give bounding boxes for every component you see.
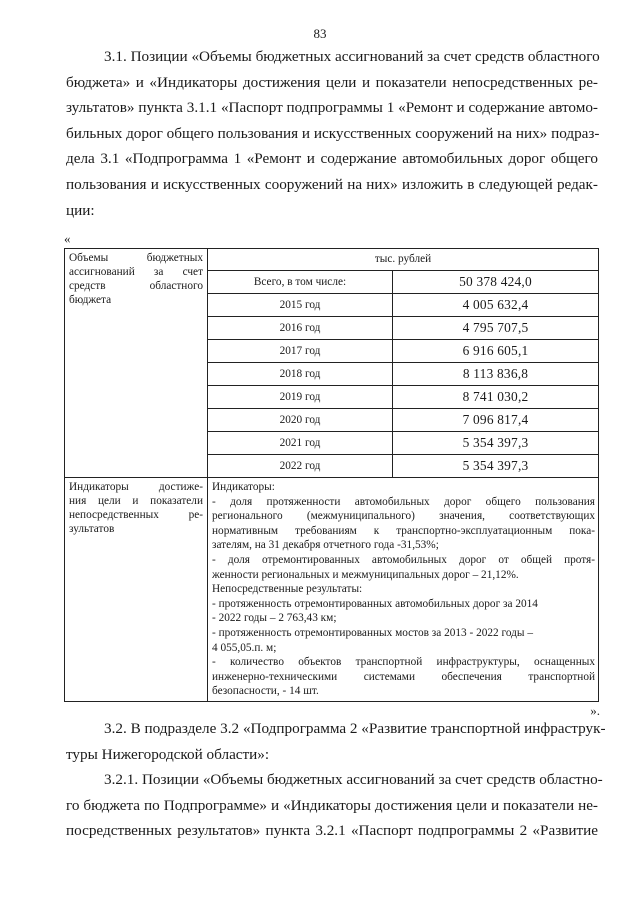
intro-paragraph xyxy=(66,44,598,223)
indicator-line: Непосредственные результаты: xyxy=(212,583,363,596)
indicator-line: регионального (межмуниципального) значения, соответствующих xyxy=(212,510,596,523)
text-line: ции: xyxy=(66,201,95,219)
indicator-line: - протяженность отремонтированных мостов за 2013 - 2022 годы – xyxy=(212,626,533,639)
value-cell: 5 354 397,3 xyxy=(393,432,599,455)
indicator-line: нормативным требованиям к транспортно-эксплуатационным пока- xyxy=(212,524,596,537)
value-cell: 4 005 632,4 xyxy=(393,294,599,317)
indicators-label-line: зультатов xyxy=(69,523,115,535)
text-line: туры Нижегородской области»: xyxy=(66,745,270,763)
year-cell: 2016 год xyxy=(208,317,393,340)
indicator-line: - протяженность отремонтированных автомобильных дорог за 2014 xyxy=(212,597,538,610)
text-line: посредственных результатов» пункта 3.2.1 «Паспорт подпрограммы 2 «Развитие xyxy=(66,822,598,840)
text-line: 3.2.1. Позиции «Объемы бюджетных ассигнований за счет средств областно- xyxy=(104,771,603,788)
opening-quote: « xyxy=(64,231,71,246)
page-number: 83 xyxy=(313,26,327,41)
year-cell: 2017 год xyxy=(208,340,393,363)
budget-label-line: средств областного xyxy=(69,280,203,292)
year-cell: 2018 год xyxy=(208,363,393,386)
indicators-label-cell xyxy=(65,478,208,702)
indicators-cell xyxy=(208,478,599,702)
total-label: Всего, в том числе: xyxy=(208,271,393,294)
year-cell: 2019 год xyxy=(208,386,393,409)
budget-label-cell xyxy=(65,249,208,478)
text-line: дела 3.1 «Подпрограмма 1 «Ремонт и содержание автомобильных дорог общего xyxy=(66,150,598,168)
year-cell: 2015 год xyxy=(208,294,393,317)
year-cell: 2020 год xyxy=(208,409,393,432)
value-cell: 6 916 605,1 xyxy=(393,340,599,363)
indicator-line: зателям, на 31 декабря отчетного года -31,53%; xyxy=(212,539,439,552)
indicator-line: женности региональных и межмуниципальных дорог – 21,12%. xyxy=(212,568,519,581)
indicator-line: Индикаторы: xyxy=(212,481,275,493)
indicator-line: - 2022 годы – 2 763,43 км; xyxy=(212,612,337,625)
value-cell: 5 354 397,3 xyxy=(393,455,599,478)
indicators-label-line: ния цели и показатели xyxy=(69,495,203,507)
budget-label-line: ассигнований за счет xyxy=(69,266,203,278)
total-value: 50 378 424,0 xyxy=(393,271,599,294)
value-cell: 8 113 836,8 xyxy=(393,363,599,386)
subsection-paragraph xyxy=(66,767,603,844)
value-cell: 7 096 817,4 xyxy=(393,409,599,432)
budget-label-line: бюджета xyxy=(69,294,112,306)
passport-table xyxy=(64,248,599,702)
indicator-line: 4 055,05.п. м; xyxy=(212,641,277,654)
indicator-line: безопасности, - 14 шт. xyxy=(212,685,319,698)
indicators-label-line: Индикаторы достиже- xyxy=(69,481,203,493)
indicator-line: - доля отремонтированных автомобильных дорог от общей протя- xyxy=(212,553,596,566)
text-line: пользования и искусственных сооружений на них» изложить в следующей редак- xyxy=(66,175,598,193)
indicator-line: - доля протяженности автомобильных дорог общего пользования xyxy=(212,495,596,508)
value-cell: 4 795 707,5 xyxy=(393,317,599,340)
indicator-line: инженерно-техническими системами обеспечения транспортной xyxy=(212,670,596,683)
text-line: зультатов» пункта 3.1.1 «Паспорт подпрограммы 1 «Ремонт и содержание автомо- xyxy=(66,99,598,117)
text-line: 3.1. Позиции «Объемы бюджетных ассигнований за счет средств областного xyxy=(104,48,600,65)
indicators-label-line: непосредственных ре- xyxy=(69,509,203,521)
indicator-line: - количество объектов транспортной инфраструктуры, оснащенных xyxy=(212,656,596,669)
year-cell: 2022 год xyxy=(208,455,393,478)
text-line: го бюджета по Подпрограмме» и «Индикаторы достижения цели и показатели не- xyxy=(66,796,598,814)
text-line: 3.2. В подразделе 3.2 «Подпрограмма 2 «Развитие транспортной инфраструк- xyxy=(104,720,606,737)
units-header: тыс. рублей xyxy=(208,249,599,271)
value-cell: 8 741 030,2 xyxy=(393,386,599,409)
section-paragraph xyxy=(66,716,606,767)
year-cell: 2021 год xyxy=(208,432,393,455)
text-line: бильных дорог общего пользования и искусственных сооружений на них» подраз- xyxy=(66,124,600,142)
text-line: бюджета» и «Индикаторы достижения цели и показатели непосредственных ре- xyxy=(66,73,598,91)
closing-quote: ». xyxy=(590,703,600,718)
budget-label-line: Объемы бюджетных xyxy=(69,252,203,264)
